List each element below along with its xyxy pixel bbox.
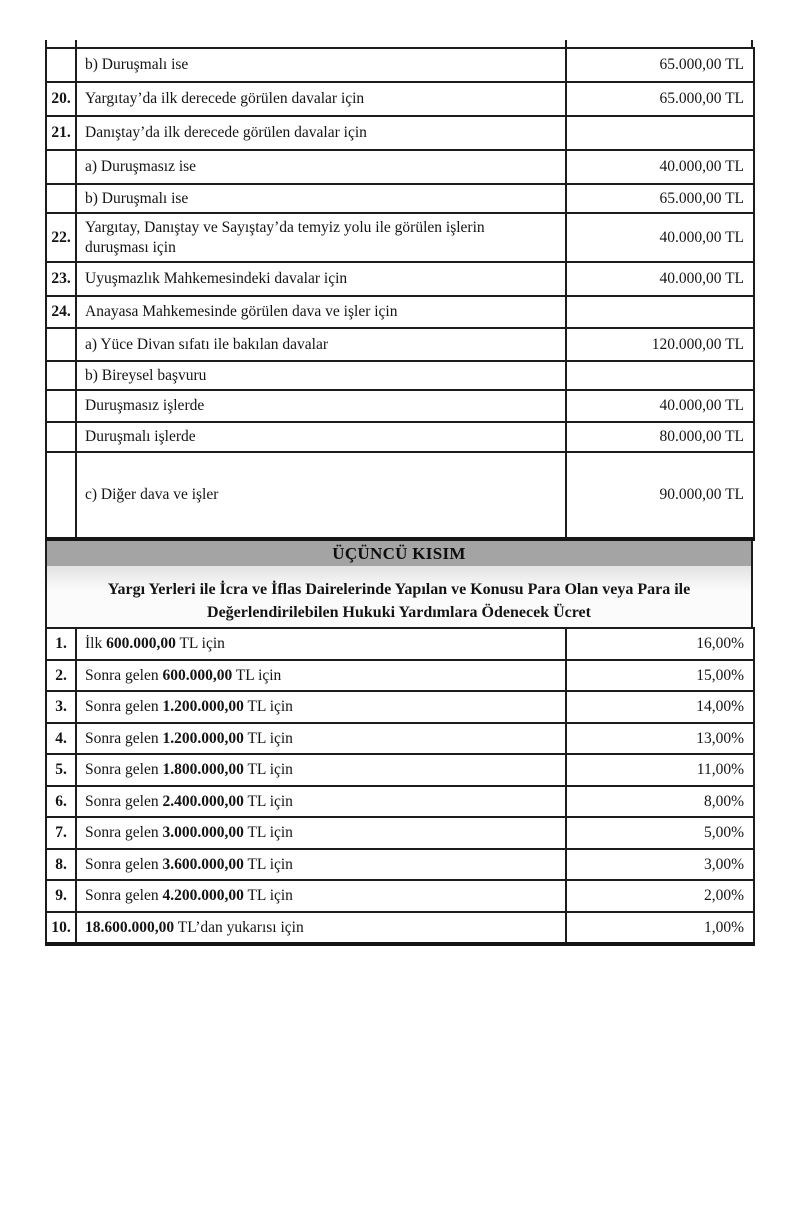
row-number: 22.: [46, 213, 76, 262]
section-title: [47, 566, 751, 627]
section-header-bar: [47, 541, 751, 566]
rate-row: [46, 786, 754, 818]
row-number: 1.: [46, 628, 76, 660]
border-stub: [751, 40, 753, 47]
row-number: [46, 422, 76, 452]
row-amount: 120.000,00 TL: [566, 328, 754, 361]
desc-suffix: TL için: [232, 666, 282, 684]
desc-amount: 2.400.000,00: [162, 792, 244, 810]
row-description: Yargıtay, Danıştay ve Sayıştay’da temyiz yolu ile görülen işlerin duruşması için: [76, 213, 566, 262]
row-number: 3.: [46, 691, 76, 723]
desc-amount: 1.200.000,00: [162, 729, 244, 747]
desc-amount: 1.200.000,00: [162, 698, 244, 716]
table-row: [46, 213, 754, 262]
rate-row: [46, 849, 754, 881]
border-stub: [565, 40, 567, 47]
desc-amount: 1.800.000,00: [162, 761, 244, 779]
section-title-line2: Değerlendirilebilen Hukuki Yardımlara Ödenecek Ücret: [207, 604, 591, 621]
row-number: 5.: [46, 754, 76, 786]
desc-suffix: TL için: [243, 855, 293, 873]
row-amount: 40.000,00 TL: [566, 390, 754, 422]
row-percentage: 5,00%: [566, 817, 754, 849]
row-number: [46, 48, 76, 82]
rate-row: [46, 691, 754, 723]
row-description: [76, 786, 566, 818]
row-number: [46, 452, 76, 539]
rate-row: [46, 660, 754, 692]
desc-amount: 3.600.000,00: [162, 855, 244, 873]
table-row: [46, 150, 754, 184]
row-percentage: 2,00%: [566, 880, 754, 912]
row-description: [76, 628, 566, 660]
rate-row: [46, 628, 754, 660]
row-description: [76, 754, 566, 786]
row-number: 2.: [46, 660, 76, 692]
row-description: Anayasa Mahkemesinde görülen dava ve işler için: [76, 296, 566, 328]
row-percentage: 16,00%: [566, 628, 754, 660]
row-description: [76, 817, 566, 849]
desc-suffix: TL için: [243, 792, 293, 810]
row-amount: 65.000,00 TL: [566, 48, 754, 82]
row-amount: 65.000,00 TL: [566, 184, 754, 213]
row-percentage: 13,00%: [566, 723, 754, 755]
row-amount: 90.000,00 TL: [566, 452, 754, 539]
row-description: [76, 849, 566, 881]
row-description: [76, 912, 566, 945]
row-number: 23.: [46, 262, 76, 296]
desc-suffix: TL için: [175, 635, 225, 653]
row-number: 4.: [46, 723, 76, 755]
row-percentage: 8,00%: [566, 786, 754, 818]
desc-prefix: Sonra gelen: [85, 855, 163, 873]
table-row: [46, 452, 754, 539]
desc-prefix: Sonra gelen: [85, 761, 163, 779]
row-number: 21.: [46, 116, 76, 150]
row-description: Uyuşmazlık Mahkemesindeki davalar için: [76, 262, 566, 296]
row-percentage: 15,00%: [566, 660, 754, 692]
table-border-stubs: [45, 40, 753, 47]
row-description: a) Yüce Divan sıfatı ile bakılan davalar: [76, 328, 566, 361]
desc-suffix: TL için: [243, 824, 293, 842]
desc-prefix: İlk: [85, 635, 107, 653]
table-row: [46, 82, 754, 116]
row-number: 7.: [46, 817, 76, 849]
row-amount: 40.000,00 TL: [566, 262, 754, 296]
fee-schedule-document: [45, 40, 753, 946]
desc-suffix: TL için: [243, 887, 293, 905]
border-stub: [45, 40, 47, 47]
row-amount: [566, 116, 754, 150]
rate-row: [46, 912, 754, 945]
desc-suffix: TL için: [243, 761, 293, 779]
desc-suffix: TL için: [243, 729, 293, 747]
row-percentage: 1,00%: [566, 912, 754, 945]
table-row: [46, 116, 754, 150]
desc-amount: 4.200.000,00: [162, 887, 244, 905]
table-row: [46, 48, 754, 82]
row-number: [46, 328, 76, 361]
table-row: [46, 361, 754, 390]
desc-amount: 3.000.000,00: [162, 824, 244, 842]
section-header-label: ÜÇÜNCÜ KISIM: [332, 543, 466, 563]
row-number: 24.: [46, 296, 76, 328]
row-amount: 65.000,00 TL: [566, 82, 754, 116]
row-description: [76, 660, 566, 692]
row-description: [76, 880, 566, 912]
row-description: Yargıtay’da ilk derecede görülen davalar için: [76, 82, 566, 116]
row-number: 6.: [46, 786, 76, 818]
row-percentage: 14,00%: [566, 691, 754, 723]
row-number: 10.: [46, 912, 76, 945]
row-description: Duruşmasız işlerde: [76, 390, 566, 422]
desc-prefix: Sonra gelen: [85, 792, 163, 810]
row-description: [76, 691, 566, 723]
row-percentage: 11,00%: [566, 754, 754, 786]
row-amount: [566, 361, 754, 390]
row-number: 8.: [46, 849, 76, 881]
row-amount: [566, 296, 754, 328]
desc-prefix: Sonra gelen: [85, 729, 163, 747]
row-amount: 80.000,00 TL: [566, 422, 754, 452]
desc-suffix: TL için: [243, 698, 293, 716]
row-description: b) Duruşmalı ise: [76, 48, 566, 82]
row-description: b) Duruşmalı ise: [76, 184, 566, 213]
row-number: [46, 361, 76, 390]
row-description: c) Diğer dava ve işler: [76, 452, 566, 539]
table-row: [46, 184, 754, 213]
row-amount: 40.000,00 TL: [566, 150, 754, 184]
desc-prefix: Sonra gelen: [85, 698, 163, 716]
row-percentage: 3,00%: [566, 849, 754, 881]
section-title-line1: Yargı Yerleri ile İcra ve İflas Dairelerinde Yapılan ve Konusu Para Olan veya Para ile: [107, 581, 691, 598]
desc-prefix: Sonra gelen: [85, 824, 163, 842]
rate-row: [46, 880, 754, 912]
desc-amount: 600.000,00: [162, 666, 233, 684]
table-row: [46, 262, 754, 296]
row-description: [76, 723, 566, 755]
desc-prefix: Sonra gelen: [85, 887, 163, 905]
desc-suffix: TL’dan yukarısı için: [174, 918, 304, 936]
row-amount: 40.000,00 TL: [566, 213, 754, 262]
table-row: [46, 296, 754, 328]
table-row: [46, 390, 754, 422]
row-number: [46, 390, 76, 422]
desc-amount: 18.600.000,00: [85, 918, 175, 936]
row-description: a) Duruşmasız ise: [76, 150, 566, 184]
row-number: [46, 184, 76, 213]
court-fees-table: [45, 47, 755, 541]
row-number: 20.: [46, 82, 76, 116]
row-description: Duruşmalı işlerde: [76, 422, 566, 452]
row-description: b) Bireysel başvuru: [76, 361, 566, 390]
third-part-section: [45, 541, 753, 627]
desc-prefix: Sonra gelen: [85, 666, 163, 684]
border-stub: [75, 40, 77, 47]
table-row: [46, 328, 754, 361]
row-number: 9.: [46, 880, 76, 912]
table-row: [46, 422, 754, 452]
row-number: [46, 150, 76, 184]
desc-amount: 600.000,00: [106, 635, 176, 653]
row-description: Danıştay’da ilk derecede görülen davalar için: [76, 116, 566, 150]
rate-row: [46, 754, 754, 786]
rate-row: [46, 817, 754, 849]
fee-percentage-table: [45, 627, 755, 946]
rate-row: [46, 723, 754, 755]
